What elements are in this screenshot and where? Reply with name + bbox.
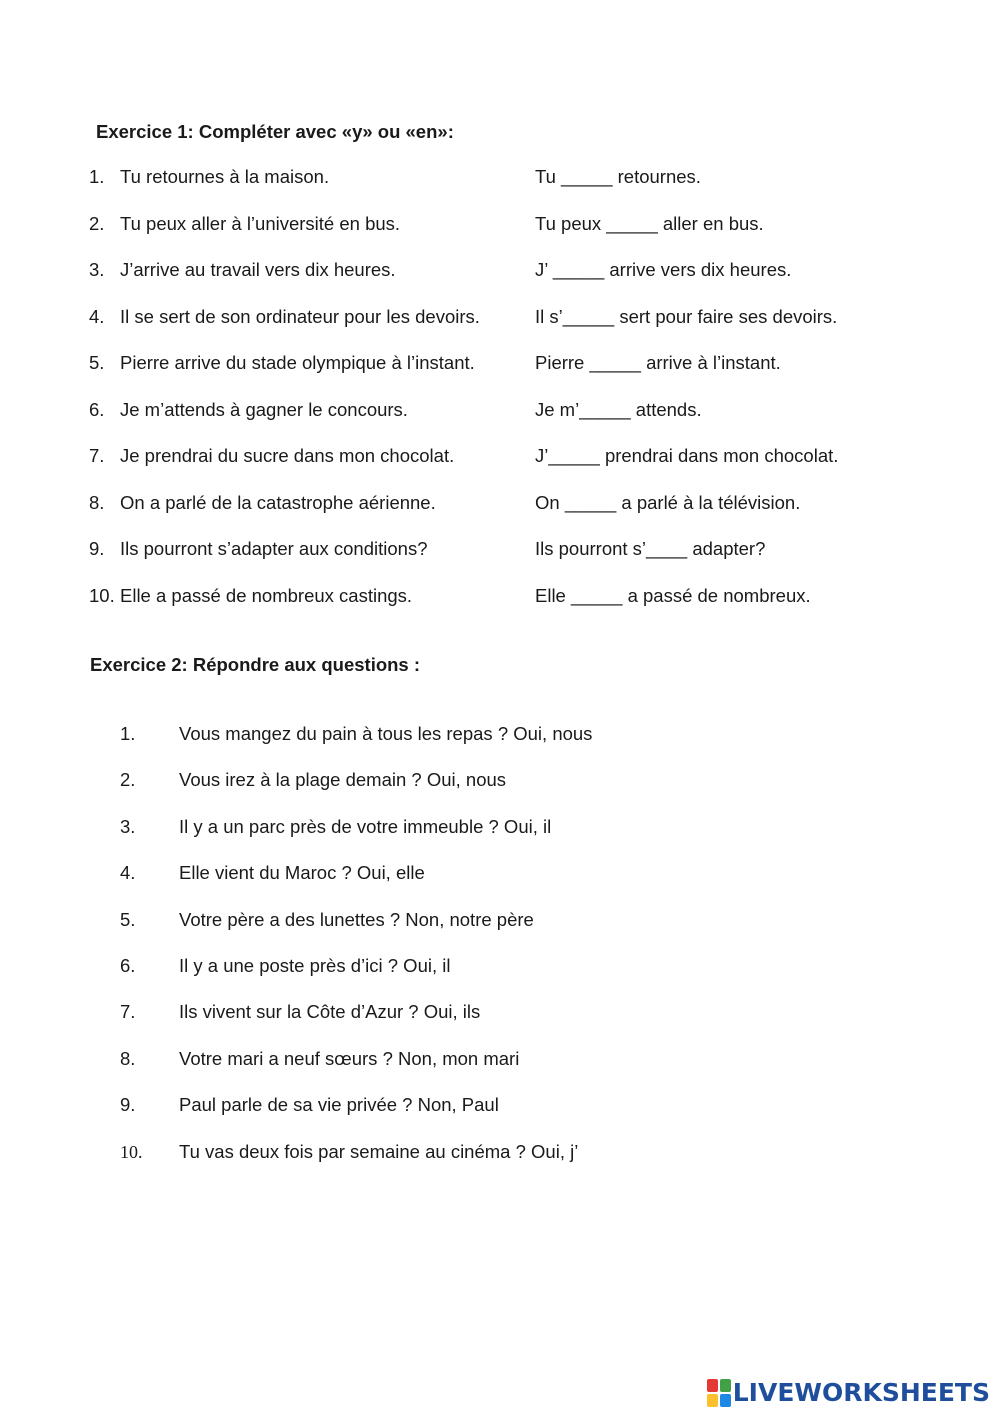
item-prompt: On a parlé de la catastrophe aérienne.: [120, 491, 436, 513]
item-answer-blank[interactable]: On _____ a parlé à la télévision.: [535, 491, 801, 513]
exercise1-item: [0, 445, 1000, 469]
exercise2-item: [0, 1094, 1000, 1118]
item-answer-blank[interactable]: Tu _____ retournes.: [535, 166, 701, 187]
item-number: 8.: [89, 491, 105, 513]
item-answer-blank[interactable]: Je m’_____ attends.: [535, 398, 702, 420]
item-prompt: Je prendrai du sucre dans mon chocolat.: [120, 445, 455, 466]
exercise1-item: [0, 538, 1000, 562]
item-answer-blank[interactable]: Pierre _____ arrive à l’instant.: [535, 352, 781, 373]
exercise1-item: [0, 585, 1000, 609]
logo-square-red: [707, 1379, 718, 1392]
item-number: 4.: [89, 305, 105, 327]
item-number: 5.: [89, 352, 105, 373]
item-number: 10.: [89, 584, 115, 606]
item-question[interactable]: Vous mangez du pain à tous les repas ? Oui, nous: [179, 723, 593, 744]
logo-square-yellow: [707, 1394, 718, 1407]
exercise2-item: [0, 723, 1000, 747]
exercise2-item: [0, 1141, 1000, 1165]
item-number: 1.: [120, 723, 136, 744]
item-question[interactable]: Paul parle de sa vie privée ? Non, Paul: [179, 1094, 499, 1116]
item-prompt: Il se sert de son ordinateur pour les devoirs.: [120, 305, 480, 327]
exercise2-title: Exercice 2: Répondre aux questions :: [90, 654, 421, 675]
liveworksheets-logo: [707, 1376, 990, 1410]
item-number: 5.: [120, 908, 136, 930]
logo-mark-icon: [707, 1379, 731, 1407]
item-number: 1.: [89, 166, 105, 187]
item-number: 6.: [89, 398, 105, 420]
item-question[interactable]: Tu vas deux fois par semaine au cinéma ? Oui, j’: [179, 1140, 579, 1162]
exercise1-item: [0, 166, 1000, 190]
exercise1-item: [0, 399, 1000, 423]
item-number: 4.: [120, 862, 136, 884]
exercise1-item: [0, 213, 1000, 237]
item-question[interactable]: Votre père a des lunettes ? Non, notre père: [179, 908, 534, 930]
item-prompt: Je m’attends à gagner le concours.: [120, 398, 408, 420]
exercise2-item: [0, 816, 1000, 840]
item-question[interactable]: Vous irez à la plage demain ? Oui, nous: [179, 769, 507, 791]
item-prompt: J’arrive au travail vers dix heures.: [120, 259, 396, 280]
item-prompt: Ils pourront s’adapter aux conditions?: [120, 538, 428, 559]
item-number: 9.: [89, 538, 105, 559]
item-number: 9.: [120, 1094, 136, 1116]
exercise1-title: Exercice 1: Compléter avec «y» ou «en»:: [96, 121, 454, 142]
item-number: 10.: [120, 1141, 143, 1162]
item-answer-blank[interactable]: Elle _____ a passé de nombreux.: [535, 584, 811, 606]
item-number: 2.: [120, 769, 136, 791]
item-question[interactable]: Votre mari a neuf sœurs ? Non, mon mari: [179, 1047, 520, 1069]
item-answer-blank[interactable]: Il s’_____ sert pour faire ses devoirs.: [535, 305, 838, 327]
item-number: 3.: [89, 259, 105, 280]
exercise1-item: [0, 352, 1000, 376]
exercise1-item: [0, 306, 1000, 330]
item-prompt: Elle a passé de nombreux castings.: [120, 584, 413, 606]
item-number: 6.: [120, 955, 136, 976]
item-answer-blank[interactable]: Tu peux _____ aller en bus.: [535, 212, 764, 234]
item-prompt: Pierre arrive du stade olympique à l’instant.: [120, 352, 475, 373]
exercise2-item: [0, 909, 1000, 933]
item-number: 7.: [120, 1001, 136, 1023]
item-number: 8.: [120, 1047, 136, 1069]
item-prompt: Tu retournes à la maison.: [120, 166, 330, 187]
item-answer-blank[interactable]: J’_____ prendrai dans mon chocolat.: [535, 445, 839, 466]
logo-square-blue: [720, 1394, 731, 1407]
logo-square-green: [720, 1379, 731, 1392]
exercise2-item: [0, 769, 1000, 793]
item-question[interactable]: Il y a une poste près d’ici ? Oui, il: [179, 955, 451, 976]
item-question[interactable]: Il y a un parc près de votre immeuble ? Oui, il: [179, 815, 552, 837]
item-question[interactable]: Elle vient du Maroc ? Oui, elle: [179, 862, 425, 884]
item-prompt: Tu peux aller à l’université en bus.: [120, 212, 401, 234]
exercise1-item: [0, 259, 1000, 283]
item-question[interactable]: Ils vivent sur la Côte d’Azur ? Oui, ils: [179, 1001, 481, 1023]
item-number: 2.: [89, 212, 105, 234]
item-answer-blank[interactable]: J’ _____ arrive vers dix heures.: [535, 259, 792, 280]
item-answer-blank[interactable]: Ils pourront s’____ adapter?: [535, 538, 766, 559]
item-number: 3.: [120, 815, 136, 837]
exercise2-item: [0, 1001, 1000, 1025]
exercise2-item: [0, 1048, 1000, 1072]
logo-text: LIVEWORKSHEETS: [732, 1378, 990, 1407]
item-number: 7.: [89, 445, 105, 466]
exercise2-item: [0, 862, 1000, 886]
exercise1-item: [0, 492, 1000, 516]
exercise2-item: [0, 955, 1000, 979]
